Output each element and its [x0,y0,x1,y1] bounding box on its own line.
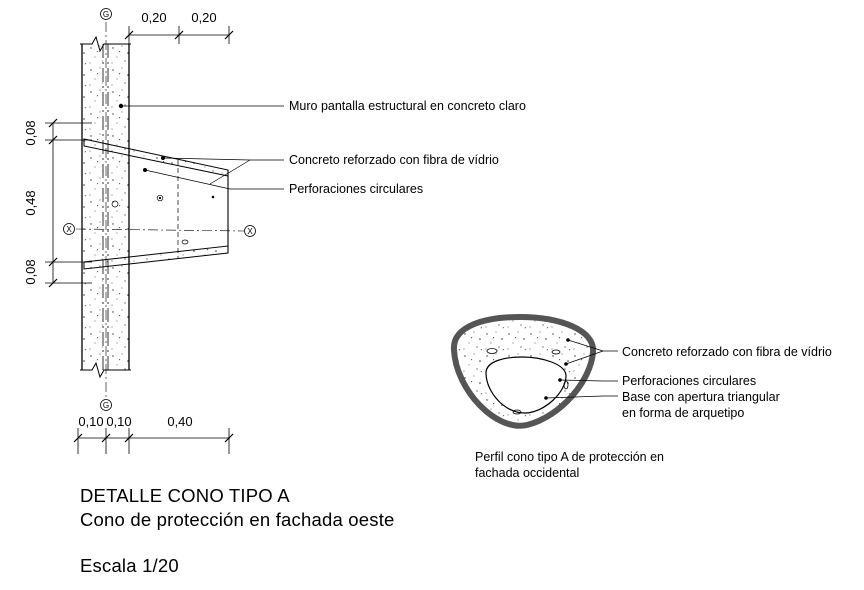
drawing-scale: Escala 1/20 [80,555,179,576]
wall-section [80,37,131,377]
axis-marker-top [101,9,112,20]
cone-profile [454,317,593,426]
profile-caption-line1: Perfil cono tipo A de protección en [475,450,665,464]
profile-base-label-line1: Base con apertura triangular [622,390,780,404]
profile-base-label-line2: en forma de arquetipo [622,406,745,420]
profile-perforations-label: Perforaciones circulares [622,374,757,388]
cone-top-wall [84,139,228,176]
profile-concrete-label: Concreto reforzado con fibra de vídrio [622,345,832,359]
dimension-bottom-wall-inner-label: 0,10 [106,414,132,429]
profile-caption-line2: fachada occidental [475,466,580,480]
axis-marker-left [64,224,75,235]
profile-leader-dot-1 [566,338,570,342]
axis-marker-bottom [101,400,112,411]
wall-outer-layer [82,44,103,370]
perforation-2 [182,240,188,244]
dimension-bottom [74,428,233,454]
wall-inner-layer [108,44,129,370]
profile-leader-dot-3 [558,378,562,382]
axis-marker-right-label: X [247,226,253,236]
cone-section [84,139,228,269]
profile-leader-dot-4 [544,396,548,400]
title-block [80,484,395,578]
axis-marker-bottom-label: G [102,400,110,410]
section-leaders [121,106,284,189]
cone-bottom-wall [84,246,228,269]
drawing-subtitle: Cono de protección en fachada oeste [80,509,395,530]
leader-dot-wall [119,104,123,108]
dimension-left-middle-label: 0,48 [23,190,38,216]
dimension-bottom-cone-label: 0,40 [167,414,193,429]
axis-marker-right [245,226,256,237]
wall-label: Muro pantalla estructural en concreto claro [289,99,526,113]
axis-marker-left-label: X [66,224,72,234]
dimension-top-right-label: 0,20 [191,10,217,25]
axis-marker-top-label: G [102,9,110,19]
cone-label: Concreto reforzado con fibra de vídrio [289,153,499,167]
leader-dot-cone [161,156,165,160]
perforations-label: Perforaciones circulares [289,182,424,196]
dimension-left-upper-label: 0,08 [23,120,38,146]
dimension-bottom-wall-outer-label: 0,10 [78,414,104,429]
dimension-top-left-label: 0,20 [141,10,167,25]
dimension-top [125,26,233,44]
leader-dot-perforation [143,168,147,172]
drawing-title: DETALLE CONO TIPO A [80,485,290,506]
perforation-3 [212,196,215,199]
profile-leader-dot-2 [564,362,568,366]
dimension-left-lower-label: 0,08 [23,259,38,285]
